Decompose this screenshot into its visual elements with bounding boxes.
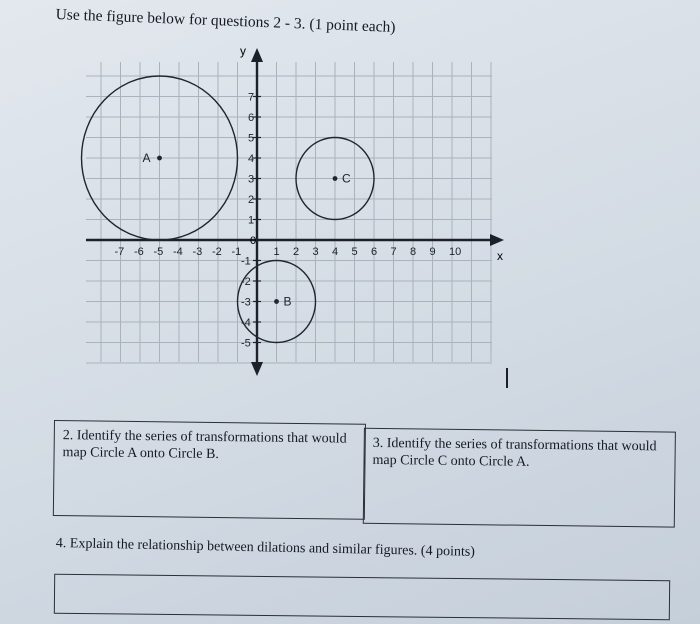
x-tick-label: -6: [134, 246, 144, 258]
x-tick-label: 6: [371, 246, 378, 258]
x-tick-label: -1: [231, 246, 242, 258]
origin-label: 0: [250, 235, 257, 247]
question-3-text: Identify the series of transformations that would map Circle C onto Circle A.: [372, 436, 657, 470]
y-axis-arrow-down: [251, 362, 263, 376]
y-tick-label: -5: [241, 337, 251, 350]
y-tick-label: 3: [248, 173, 255, 186]
x-tick-label: 3: [312, 246, 319, 258]
x-tick-label: 9: [429, 246, 436, 258]
x-tick-label: -5: [153, 246, 164, 258]
x-tick-label: 7: [390, 246, 397, 258]
y-tick-label: 1: [248, 214, 255, 227]
y-tick-label: 7: [248, 91, 255, 104]
instructions-text: Use the figure below for questions 2 - 3. (1 point each): [55, 6, 396, 37]
y-tick-label: 5: [248, 132, 255, 145]
circle-a-label: A: [142, 151, 151, 165]
circle-b-label: B: [283, 294, 292, 309]
axes: [86, 44, 504, 376]
circles: [82, 76, 378, 343]
x-tick-label: -3: [192, 246, 203, 258]
question-2-text: Identify the series of transformations that would map Circle A onto Circle B.: [62, 428, 347, 463]
x-tick-label: 2: [293, 246, 300, 258]
x-tick-label: -7: [114, 246, 125, 258]
circle-a-center-point: [157, 156, 162, 161]
axis-tick-labels: [115, 92, 462, 350]
question-2-number: 2.: [62, 428, 74, 444]
x-axis-label: x: [497, 249, 503, 263]
x-tick-label: -2: [212, 246, 222, 258]
circle-c-label: C: [342, 171, 351, 186]
y-tick-label: -3: [241, 296, 251, 309]
y-axis-arrow-up: [251, 48, 263, 62]
y-tick-label: -2: [241, 276, 251, 288]
circle-b-center-point: [274, 299, 279, 304]
question-4-points: (4 points): [420, 543, 476, 560]
x-tick-label: 8: [410, 246, 417, 258]
y-tick-label: 6: [248, 112, 255, 124]
question-3-box[interactable]: [363, 428, 676, 528]
x-tick-label: 5: [351, 246, 358, 258]
x-tick-label: -4: [173, 246, 183, 258]
x-tick-label: 4: [332, 246, 339, 258]
x-tick-label: 10: [449, 246, 462, 258]
y-axis-label: y: [240, 44, 246, 58]
x-axis-arrow: [490, 234, 504, 246]
question-4-answer-box[interactable]: [54, 574, 670, 620]
y-tick-label: -1: [241, 255, 251, 268]
circle-c-center-point: [333, 176, 338, 181]
answer-grid: [53, 420, 674, 534]
grid-lines: [86, 62, 492, 363]
question-4-number: 4.: [55, 536, 67, 552]
y-tick-label: 4: [248, 153, 255, 165]
y-tick-label: 2: [248, 194, 255, 206]
question-2-box[interactable]: [53, 420, 366, 520]
question-4-text: Explain the relationship between dilations and similar figures.: [69, 536, 418, 559]
question-3-number: 3.: [372, 435, 384, 452]
y-tick-label: -4: [241, 317, 251, 329]
x-tick-label: 1: [273, 246, 280, 258]
text-cursor-mark: [506, 368, 508, 388]
